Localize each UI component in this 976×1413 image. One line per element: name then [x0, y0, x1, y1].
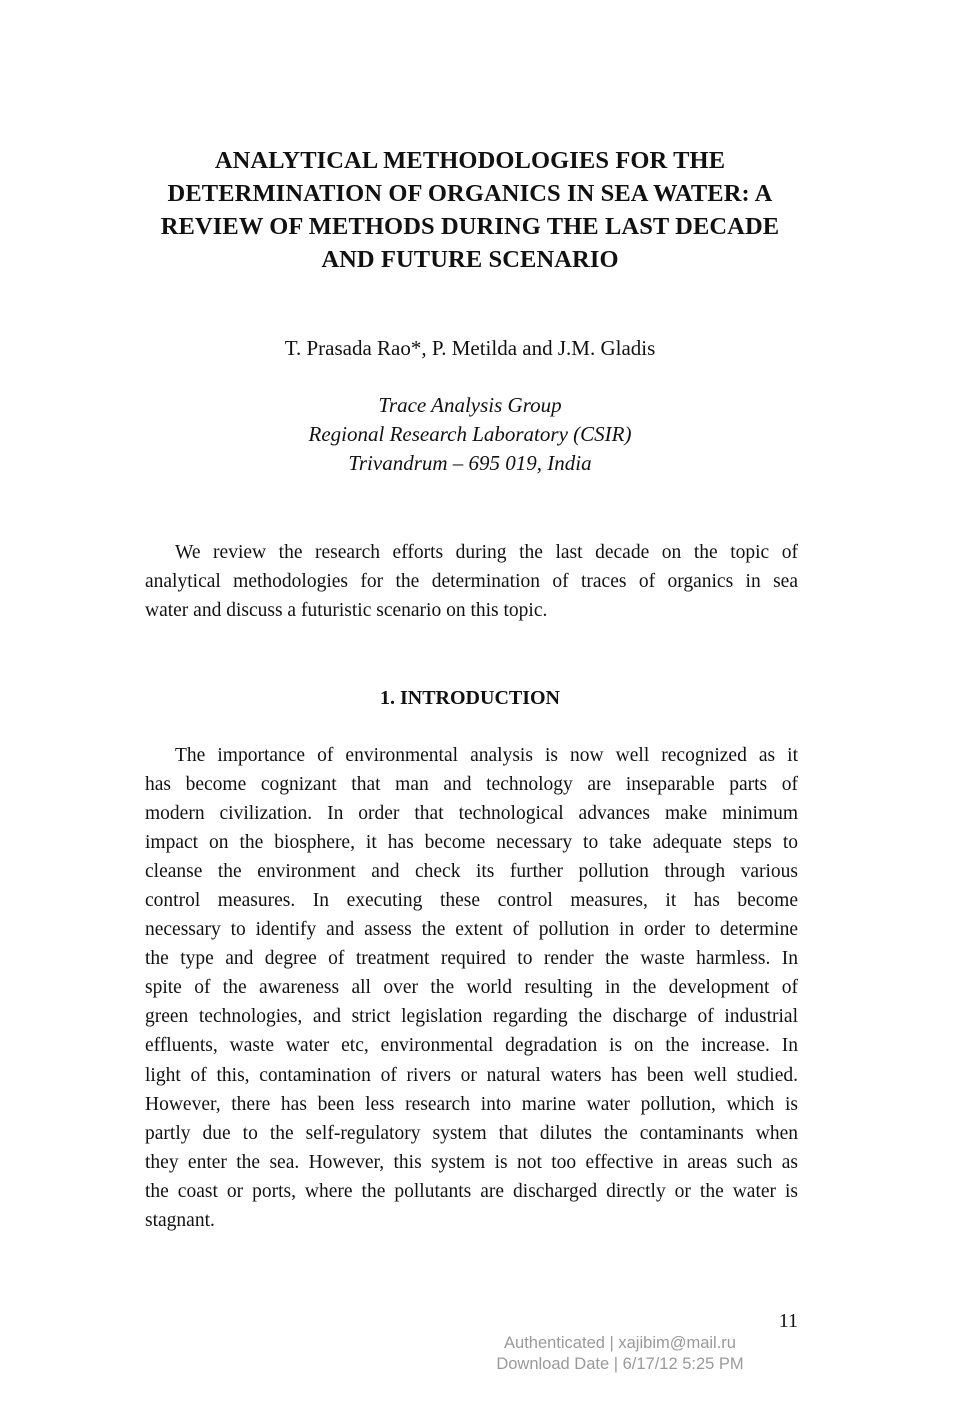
title-line: AND FUTURE SCENARIO [321, 246, 619, 273]
affiliation [120, 391, 820, 478]
abstract-line: water and discuss a futuristic scenario on this topic. [145, 600, 548, 622]
watermark-authenticated: Authenticated | xajibim@mail.ru [504, 1334, 736, 1352]
paper-title [120, 144, 820, 276]
paragraph-line: the type and degree of treatment required to render the waste harmless. In [145, 948, 798, 970]
paragraph-line: The importance of environmental analysis is now well recognized as it [175, 745, 798, 766]
paragraph-line: partly due to the self-regulatory system that dilutes the contaminants when [145, 1122, 798, 1144]
paragraph-line: green technologies, and strict legislation regarding the discharge of industrial [145, 1006, 798, 1028]
paragraph-line: effluents, waste water etc, environmental degradation is on the increase. In [145, 1035, 798, 1057]
paragraph-line: impact on the biosphere, it has become necessary to take adequate steps to [145, 832, 798, 854]
affiliation-location: Trivandrum – 695 019, India [348, 451, 592, 475]
paragraph-line: However, there has been less research into marine water pollution, which is [145, 1093, 798, 1115]
paragraph-line: modern civilization. In order that technological advances make minimum [145, 803, 798, 825]
watermark-download-date: Download Date | 6/17/12 5:25 PM [496, 1355, 744, 1373]
abstract-line: We review the research efforts during the last decade on the topic of [175, 542, 798, 563]
abstract [145, 538, 798, 626]
download-watermark [470, 1333, 770, 1375]
introduction-paragraph [145, 741, 798, 1235]
title-line: ANALYTICAL METHODOLOGIES FOR THE [214, 147, 726, 174]
abstract-line: analytical methodologies for the determination of traces of organics in sea [145, 571, 798, 593]
paragraph-line: has become cognizant that man and technology are inseparable parts of [145, 774, 798, 796]
page-number: 11 [778, 1310, 798, 1332]
paragraph-line: stagnant. [145, 1209, 215, 1231]
paragraph-line: cleanse the environment and check its further pollution through various [145, 861, 798, 883]
affiliation-group: Trace Analysis Group [378, 393, 562, 417]
paragraph-line: the coast or ports, where the pollutants are discharged directly or the water is [145, 1180, 798, 1202]
title-line: REVIEW OF METHODS DURING THE LAST DECADE [160, 213, 780, 240]
paragraph-line: they enter the sea. However, this system is not too effective in areas such as [145, 1151, 798, 1173]
paragraph-line: spite of the awareness all over the world resulting in the development of [145, 977, 798, 999]
paragraph-line: necessary to identify and assess the extent of pollution in order to determine [145, 919, 798, 941]
section-heading-introduction: 1. INTRODUCTION [379, 687, 561, 709]
title-line: DETERMINATION OF ORGANICS IN SEA WATER: A [167, 180, 773, 207]
author-list: T. Prasada Rao*, P. Metilda and J.M. Gladis [284, 336, 656, 360]
paragraph-line: light of this, contamination of rivers or natural waters has been well studied. [145, 1064, 798, 1086]
affiliation-laboratory: Regional Research Laboratory (CSIR) [308, 422, 632, 446]
paragraph-line: control measures. In executing these control measures, it has become [145, 890, 798, 912]
